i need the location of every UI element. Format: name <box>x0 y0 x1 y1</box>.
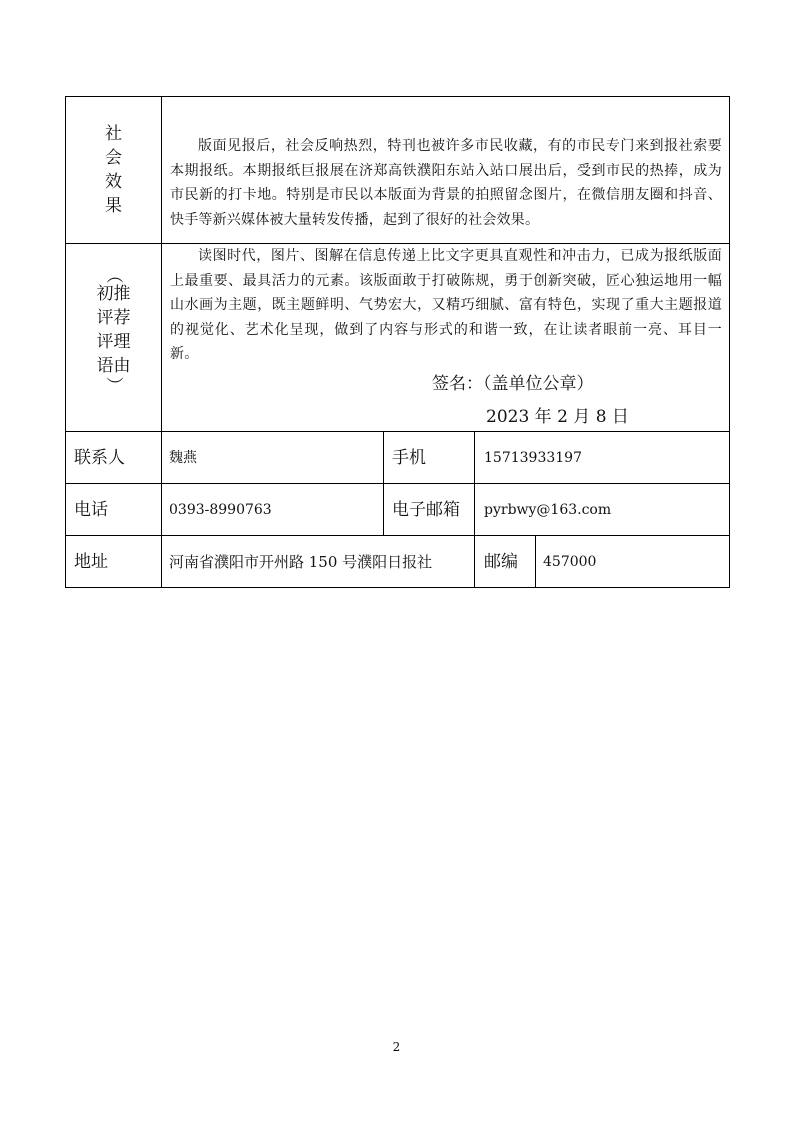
table-col-divider <box>161 96 162 588</box>
social-effect-label-char: 会 <box>105 148 122 168</box>
social-effect-text: 版面见报后，社会反响热烈，特刊也被许多市民收藏，有的市民专门来到报社索要本期报纸。本期报纸巨报展在济郑高铁濮阳东站入站口展出后，受到市民的热捧，成为市民新的打卡地。特别是市民以本版面为背景的拍照留念图片，在微信朋友圈和抖音、快手等新兴媒体被大量转发传播，起到了很好的社会效果。 <box>170 138 722 228</box>
table-col-divider <box>383 431 384 536</box>
page-number: 2 <box>392 1040 401 1054</box>
address-label: 地址 <box>74 552 108 572</box>
contact-person-label: 联系人 <box>74 448 125 468</box>
social-effect-label <box>66 122 161 218</box>
recommendation-label <box>66 268 161 392</box>
table-row-divider <box>65 535 730 536</box>
table-col-divider <box>474 431 475 536</box>
table-border-top <box>65 96 730 97</box>
mobile-value: 15713933197 <box>484 450 582 466</box>
signature-date: 2023 年 2 月 8 日 <box>486 407 629 427</box>
recommendation-label-part: 语由 <box>96 356 131 376</box>
address-value: 河南省濮阳市开州路 150 号濮阳日报社 <box>169 553 433 571</box>
recommendation-label-part: 评理 <box>96 332 131 352</box>
recommendation-label-part: 初推 <box>96 284 131 304</box>
social-effect-label-char: 社 <box>105 124 122 144</box>
signature-line: 签名：（盖单位公章） <box>432 374 594 394</box>
social-effect-label-char: 效 <box>105 172 122 192</box>
table-row-divider <box>65 431 730 432</box>
table-col-divider <box>474 535 475 588</box>
contact-person-value: 魏燕 <box>169 450 197 466</box>
recommendation-text: 读图时代，图片、图解在信息传递上比文字更具直观性和冲击力，已成为报纸版面上最重要、最具活力的元素。该版面敢于打破陈规，勇于创新突破，匠心独运地用一幅山水画为主题，既主题鲜明、气势宏大，又精巧细腻、富有特色，实现了重大主题报道的视觉化、艺术化呈现，做到了内容与形式的和谐一致，在让读者眼前一亮、耳目一新。 <box>170 248 722 362</box>
email-value: pyrbwy@163.com <box>484 502 612 518</box>
mobile-label: 手机 <box>392 448 426 468</box>
recommendation-label-part: ） <box>103 376 124 394</box>
recommendation-label-part: （ <box>103 266 124 284</box>
postcode-label: 邮编 <box>484 552 518 572</box>
email-label: 电子邮箱 <box>392 500 460 520</box>
table-row-divider <box>65 483 730 484</box>
table-border-right <box>729 96 730 588</box>
phone-value: 0393-8990763 <box>169 502 272 518</box>
phone-label: 电话 <box>74 500 108 520</box>
table-border-bottom <box>65 587 730 588</box>
recommendation-label-part: 评荐 <box>96 308 131 328</box>
social-effect-label-char: 果 <box>105 196 122 216</box>
postcode-value: 457000 <box>543 554 597 570</box>
table-col-divider <box>535 535 536 588</box>
